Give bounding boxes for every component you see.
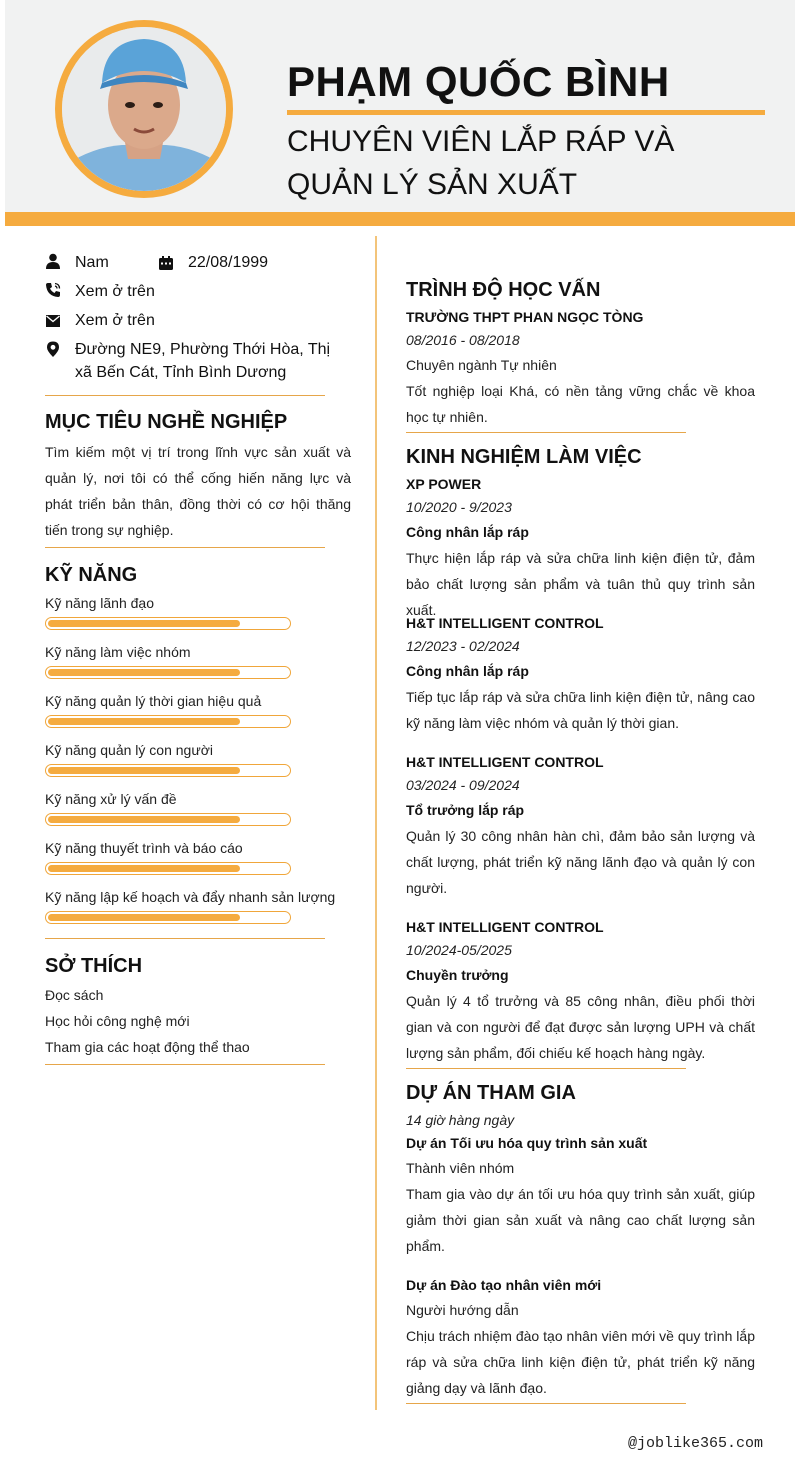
projects-note: 14 giờ hàng ngày (406, 1112, 515, 1128)
education-major: Chuyên ngành Tự nhiên (406, 357, 557, 373)
skill-label: Kỹ năng lãnh đạo (45, 595, 154, 611)
divider (406, 1068, 686, 1069)
project-role: Thành viên nhóm (406, 1160, 515, 1176)
skills-heading: KỸ NĂNG (45, 564, 138, 586)
project-name: Dự án Đào tạo nhân viên mới (406, 1277, 602, 1293)
job-role: Chuyền trưởng (406, 967, 509, 983)
school-name: TRƯỜNG THPT PHAN NGỌC TÒNG (406, 309, 644, 325)
job-desc: Quản lý 4 tổ trưởng và 85 công nhân, điều phối thời gian và con người để đạt được sản lượng UPH và chất lượng sản phẩm, đối chiếu kế hoạch hàng ngày. (406, 993, 755, 1061)
phone-icon (45, 282, 61, 298)
job-role: Tổ trưởng lắp ráp (406, 802, 525, 818)
job-period: 10/2020 - 9/2023 (406, 499, 512, 515)
phone-value: Xem ở trên (75, 283, 155, 300)
divider (45, 938, 325, 939)
project-desc: Chịu trách nhiệm đào tạo nhân viên mới về quy trình lắp ráp và sửa chữa linh kiện điện tử, phát triển kỹ năng giảng dạy và lãnh đạo. (406, 1328, 755, 1396)
skill-bar (45, 715, 291, 728)
avatar (55, 20, 233, 198)
skill-label: Kỹ năng làm việc nhóm (45, 644, 191, 660)
education-heading: TRÌNH ĐỘ HỌC VẤN (406, 279, 601, 301)
candidate-name: PHẠM QUỐC BÌNH (287, 58, 670, 105)
company-name: H&T INTELLIGENT CONTROL (406, 615, 604, 631)
candidate-title: CHUYÊN VIÊN LẮP RÁP VÀ QUẢN LÝ SẢN XUẤT (287, 125, 675, 201)
job-role: Công nhân lắp ráp (406, 663, 529, 679)
header-accent-bar (5, 212, 795, 226)
name-underline (287, 110, 765, 115)
skill-bar (45, 862, 291, 875)
objective-heading: MỤC TIÊU NGHỀ NGHIỆP (45, 411, 288, 433)
divider (45, 1064, 325, 1065)
job-desc: Tiếp tục lắp ráp và sửa chữa linh kiện điện tử, nâng cao kỹ năng làm việc nhóm và quản lý thời gian. (406, 689, 755, 731)
project-desc: Tham gia vào dự án tối ưu hóa quy trình sản xuất, giúp giảm thời gian sản xuất và nâng cao chất lượng sản phẩm. (406, 1186, 755, 1254)
divider (406, 1403, 686, 1404)
project-role: Người hướng dẫn (406, 1302, 519, 1318)
education-period: 08/2016 - 08/2018 (406, 332, 520, 348)
column-divider (375, 236, 377, 1410)
user-icon (45, 253, 61, 269)
hobby-item: Đọc sách (45, 987, 104, 1003)
skill-label: Kỹ năng thuyết trình và báo cáo (45, 840, 243, 856)
job-desc: Thực hiện lắp ráp và sửa chữa linh kiện điện tử, đảm bảo chất lượng sản phẩm và tuân thủ quy trình sản xuất. (406, 550, 755, 618)
skill-label: Kỹ năng lập kế hoạch và đẩy nhanh sản lượng (45, 889, 336, 905)
divider (45, 547, 325, 548)
projects-heading: DỰ ÁN THAM GIA (406, 1082, 576, 1104)
skill-label: Kỹ năng quản lý con người (45, 742, 213, 758)
project-name: Dự án Tối ưu hóa quy trình sản xuất (406, 1135, 648, 1151)
education-desc: Tốt nghiệp loại Khá, có nền tảng vững chắc về khoa học tự nhiên. (406, 383, 755, 425)
skill-label: Kỹ năng quản lý thời gian hiệu quả (45, 693, 262, 709)
hobby-item: Tham gia các hoạt động thể thao (45, 1039, 250, 1055)
gender-value: Nam (75, 254, 109, 271)
divider (406, 432, 686, 433)
avatar-photo (62, 27, 226, 191)
skill-bar-fill (48, 816, 240, 823)
skill-bar (45, 764, 291, 777)
skill-bar-fill (48, 669, 240, 676)
email-value: Xem ở trên (75, 312, 155, 329)
address-value: Đường NE9, Phường Thới Hòa, Thị xã Bến Cát, Tỉnh Bình Dương (75, 341, 331, 381)
skill-bar-fill (48, 718, 240, 725)
job-period: 12/2023 - 02/2024 (406, 638, 520, 654)
calendar-icon (158, 255, 174, 271)
job-role: Công nhân lắp ráp (406, 524, 529, 540)
location-pin-icon (45, 341, 61, 357)
dob-value: 22/08/1999 (188, 254, 269, 271)
skill-bar-fill (48, 865, 240, 872)
skill-bar (45, 617, 291, 630)
experience-heading: KINH NGHIỆM LÀM VIỆC (406, 446, 642, 468)
company-name: XP POWER (406, 476, 482, 492)
skill-bar (45, 911, 291, 924)
mail-icon (45, 313, 61, 329)
job-period: 03/2024 - 09/2024 (406, 777, 520, 793)
company-name: H&T INTELLIGENT CONTROL (406, 754, 604, 770)
skill-label: Kỹ năng xử lý vấn đề (45, 791, 177, 807)
job-period: 10/2024-05/2025 (406, 942, 512, 958)
divider (45, 395, 325, 396)
skill-bar-fill (48, 767, 240, 774)
job-desc: Quản lý 30 công nhân hàn chì, đảm bảo sản lượng và chất lượng, phát triển kỹ năng lãnh đạo và quản lý con người. (406, 828, 755, 896)
hobby-item: Học hỏi công nghệ mới (45, 1013, 190, 1029)
skill-bar-fill (48, 620, 240, 627)
objective-text: Tìm kiếm một vị trí trong lĩnh vực sản xuất và quản lý, nơi tôi có thể cống hiến năng lực và phát triển bản thân, đồng thời có cơ hội thăng tiến trong sự nghiệp. (45, 444, 351, 538)
footer-watermark: @joblike365.com (628, 1435, 764, 1452)
skill-bar-fill (48, 914, 240, 921)
company-name: H&T INTELLIGENT CONTROL (406, 919, 604, 935)
hobbies-heading: SỞ THÍCH (45, 955, 143, 977)
skill-bar (45, 666, 291, 679)
skill-bar (45, 813, 291, 826)
